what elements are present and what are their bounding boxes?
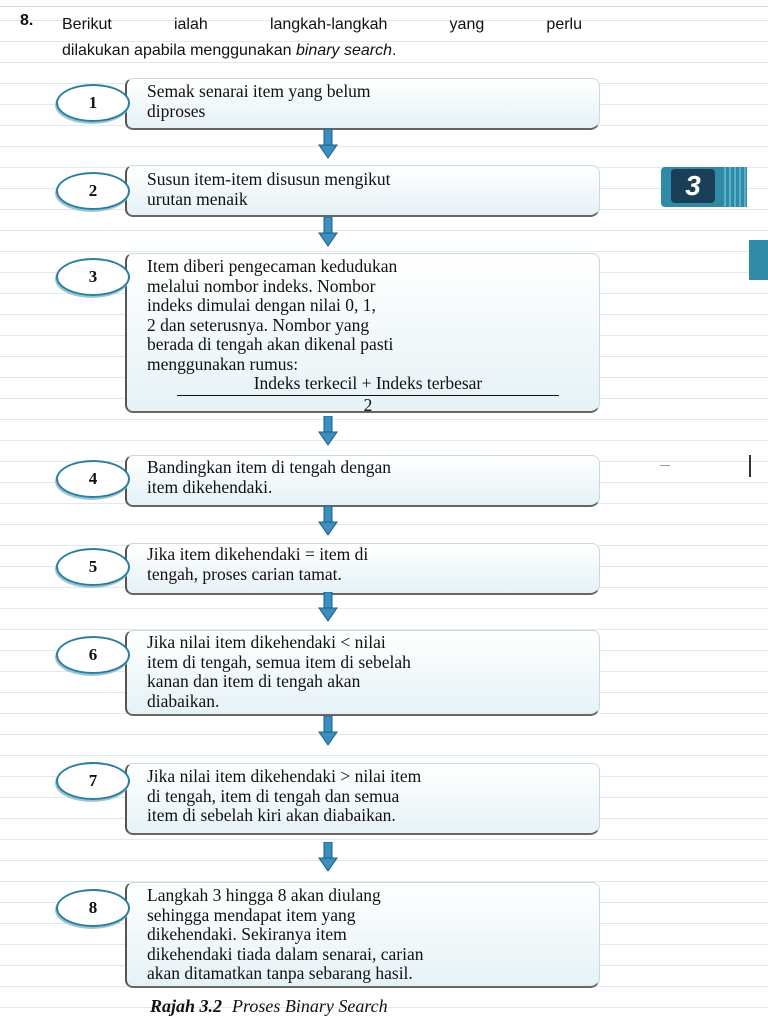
down-arrow-icon [318, 129, 338, 159]
chapter-number: 3 [671, 169, 715, 203]
question-line-1: Berikut ialah langkah-langkah yang perlu [62, 16, 582, 33]
step-text-5 [147, 545, 587, 584]
down-arrow-icon [318, 716, 338, 746]
step-line: Item diberi pengecaman kedudukan [147, 256, 398, 276]
question-number: 8. [20, 12, 34, 29]
step-line: dikehendaki. Sekiranya item [147, 924, 347, 944]
step-line: berada di tengah akan dikenal pasti [147, 334, 394, 354]
step-text-2 [147, 170, 587, 209]
question-line-2 [62, 38, 582, 64]
step-line: diabaikan. [147, 690, 220, 711]
step-line: akan ditamatkan tanpa sebarang hasil. [147, 963, 413, 983]
top-rule [0, 6, 768, 7]
step-text-1 [147, 82, 587, 121]
step-number-3: 3 [56, 258, 130, 296]
step-text-6 [147, 633, 587, 711]
step-line: Langkah 3 hingga 8 akan diulang [147, 885, 381, 905]
down-arrow-icon [318, 842, 338, 872]
step-line: kanan dan item di tengah akan [147, 671, 361, 691]
step-line: Susun item-item disusun mengikut [147, 169, 391, 189]
figure-title: Proses Binary Search [232, 996, 388, 1016]
step-number-6: 6 [56, 636, 130, 674]
step-line: indeks dimulai dengan nilai 0, 1, [147, 295, 376, 315]
margin-dash [660, 465, 670, 466]
formula-numerator: Indeks terkecil + Indeks terbesar [177, 374, 559, 396]
step-line: diproses [147, 100, 206, 121]
step-line: tengah, proses carian tamat. [147, 563, 342, 584]
step-line: Jika item dikehendaki = item di [147, 544, 369, 564]
formula-denominator: 2 [363, 394, 373, 415]
step-line: item di tengah, semua item di sebelah [147, 651, 411, 672]
down-arrow-icon [318, 416, 338, 446]
step-text-3 [147, 257, 587, 415]
chapter-tab-stripes [721, 167, 747, 207]
question-term: binary search [295, 42, 392, 59]
step-line: melalui nombor indeks. Nombor [147, 275, 376, 296]
question-text [62, 12, 582, 64]
chapter-tab [661, 167, 747, 207]
step-line: di tengah, item di tengah dan semua [147, 785, 400, 806]
step-number-2: 2 [56, 172, 130, 210]
step-number-1: 1 [56, 84, 130, 122]
step-line: item di sebelah kiri akan diabaikan. [147, 805, 396, 825]
figure-label: Rajah 3.2 [150, 996, 223, 1016]
step-number-5: 5 [56, 548, 130, 586]
margin-tick [749, 455, 751, 477]
down-arrow-icon [318, 592, 338, 622]
step-line: 2 dan seterusnya. Nombor yang [147, 314, 370, 335]
formula [177, 374, 559, 415]
step-line: Semak senarai item yang belum [147, 81, 371, 101]
down-arrow-icon [318, 217, 338, 247]
figure-caption [150, 996, 388, 1017]
page-edge-marker [749, 240, 768, 280]
step-line: Bandingkan item di tengah dengan [147, 457, 391, 477]
step-line: Jika nilai item dikehendaki > nilai item [147, 766, 422, 786]
question-line-2-end: . [392, 42, 397, 59]
step-number-4: 4 [56, 460, 130, 498]
step-line: menggunakan rumus: [147, 353, 299, 374]
step-text-7 [147, 767, 587, 826]
step-line: dikehendaki tiada dalam senarai, carian [147, 943, 424, 964]
step-text-4 [147, 458, 587, 497]
step-line: Jika nilai item dikehendaki < nilai [147, 632, 386, 652]
step-text-8 [147, 886, 587, 984]
question-line-2-text: dilakukan apabila menggunakan [62, 42, 296, 59]
step-number-8: 8 [56, 889, 130, 927]
down-arrow-icon [318, 506, 338, 536]
step-number-7: 7 [56, 762, 130, 800]
step-line: item dikehendaki. [147, 476, 273, 497]
step-line: urutan menaik [147, 188, 248, 209]
step-line: sehingga mendapat item yang [147, 904, 356, 925]
